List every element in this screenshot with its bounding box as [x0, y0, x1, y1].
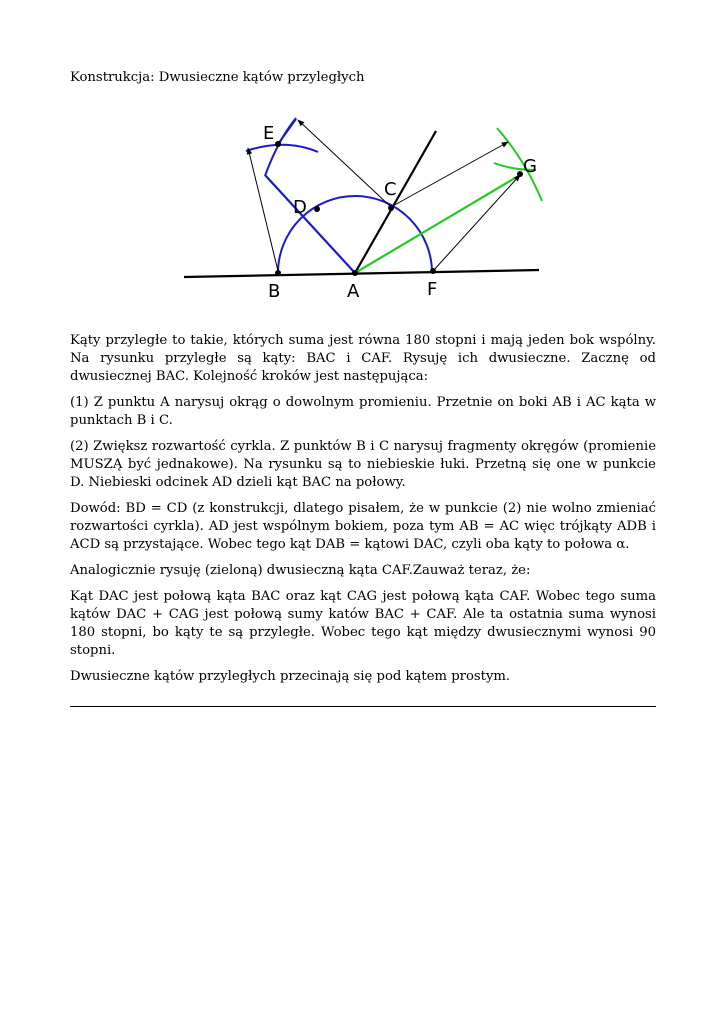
construction-figure [0, 0, 724, 320]
paragraph: Dowód: BD = CD (z konstrukcji, dlatego pisałem, że w punkcie (2) nie wolno zmieniać rozwartości cyrkla). AD jest wspólnym bokiem, poza tym AB = AC więc trójkąty ADB i ACD są przystające. Wobec tego kąt DAB = kątowi DAC, czyli oba kąty to połowa α. [70, 501, 656, 552]
side-ac [355, 131, 436, 273]
horizontal-rule [70, 706, 656, 707]
arc-from-b [246, 145, 318, 152]
label-f: F [427, 279, 438, 300]
arrow-c-g [391, 142, 508, 207]
label-b: B [268, 281, 281, 302]
body-text [70, 332, 656, 694]
paragraph: (2) Zwiększ rozwartość cyrkla. Z punktów B i C narysuj fragmenty okręgów (promienie MUSZĄ być jednakowe). Na rysunku są to niebieskie łuki. Przetną się one w punkcie D. Niebieski odcinek AD dzieli kąt BAC na połowy. [70, 439, 656, 490]
label-d: D [293, 197, 307, 218]
label-a: A [347, 281, 360, 302]
arrow-f-g [433, 175, 520, 271]
point-b [275, 270, 281, 276]
paragraph: (1) Z punktu A narysuj okrąg o dowolnym promieniu. Przetnie on boki AB i AC kąta w punktach B i C. [70, 395, 656, 428]
point-c [388, 205, 394, 211]
arrow-b-e [248, 148, 278, 271]
point-a [352, 270, 358, 276]
base-line [184, 270, 539, 277]
page-title: Konstrukcja: Dwusieczne kątów przyległych [70, 70, 365, 85]
point-f [430, 268, 436, 274]
paragraph: Kąty przyległe to takie, których suma jest równa 180 stopni i mają jeden bok wspólny. Na rysunku przyległe są kąty: BAC i CAF. Rysuję ich dwusieczne. Zacznę od dwusiecznej BAC. Kolejność kroków jest następująca: [70, 333, 656, 384]
label-e: E [263, 123, 275, 144]
arrow-c-e [298, 120, 391, 207]
label-g: G [523, 156, 537, 177]
paragraph: Analogicznie rysuję (zieloną) dwusieczną kąta CAF.Zauważ teraz, że: [70, 563, 531, 578]
bisector-green [355, 175, 520, 273]
point-d [314, 206, 320, 212]
point-e [275, 141, 281, 147]
paragraph: Kąt DAC jest połową kąta BAC oraz kąt CAG jest połową kąta CAF. Wobec tego suma kątów DAC + CAG jest połową sumy katów BAC + CAF. Ale ta ostatnia suma wynosi 180 stopni, bo kąty te są przyległe. Wobec tego kąt między dwusiecznymi wynosi 90 stopni. [70, 589, 656, 658]
label-c: C [384, 179, 397, 200]
paragraph: Dwusieczne kątów przyległych przecinają się pod kątem prostym. [70, 669, 511, 684]
